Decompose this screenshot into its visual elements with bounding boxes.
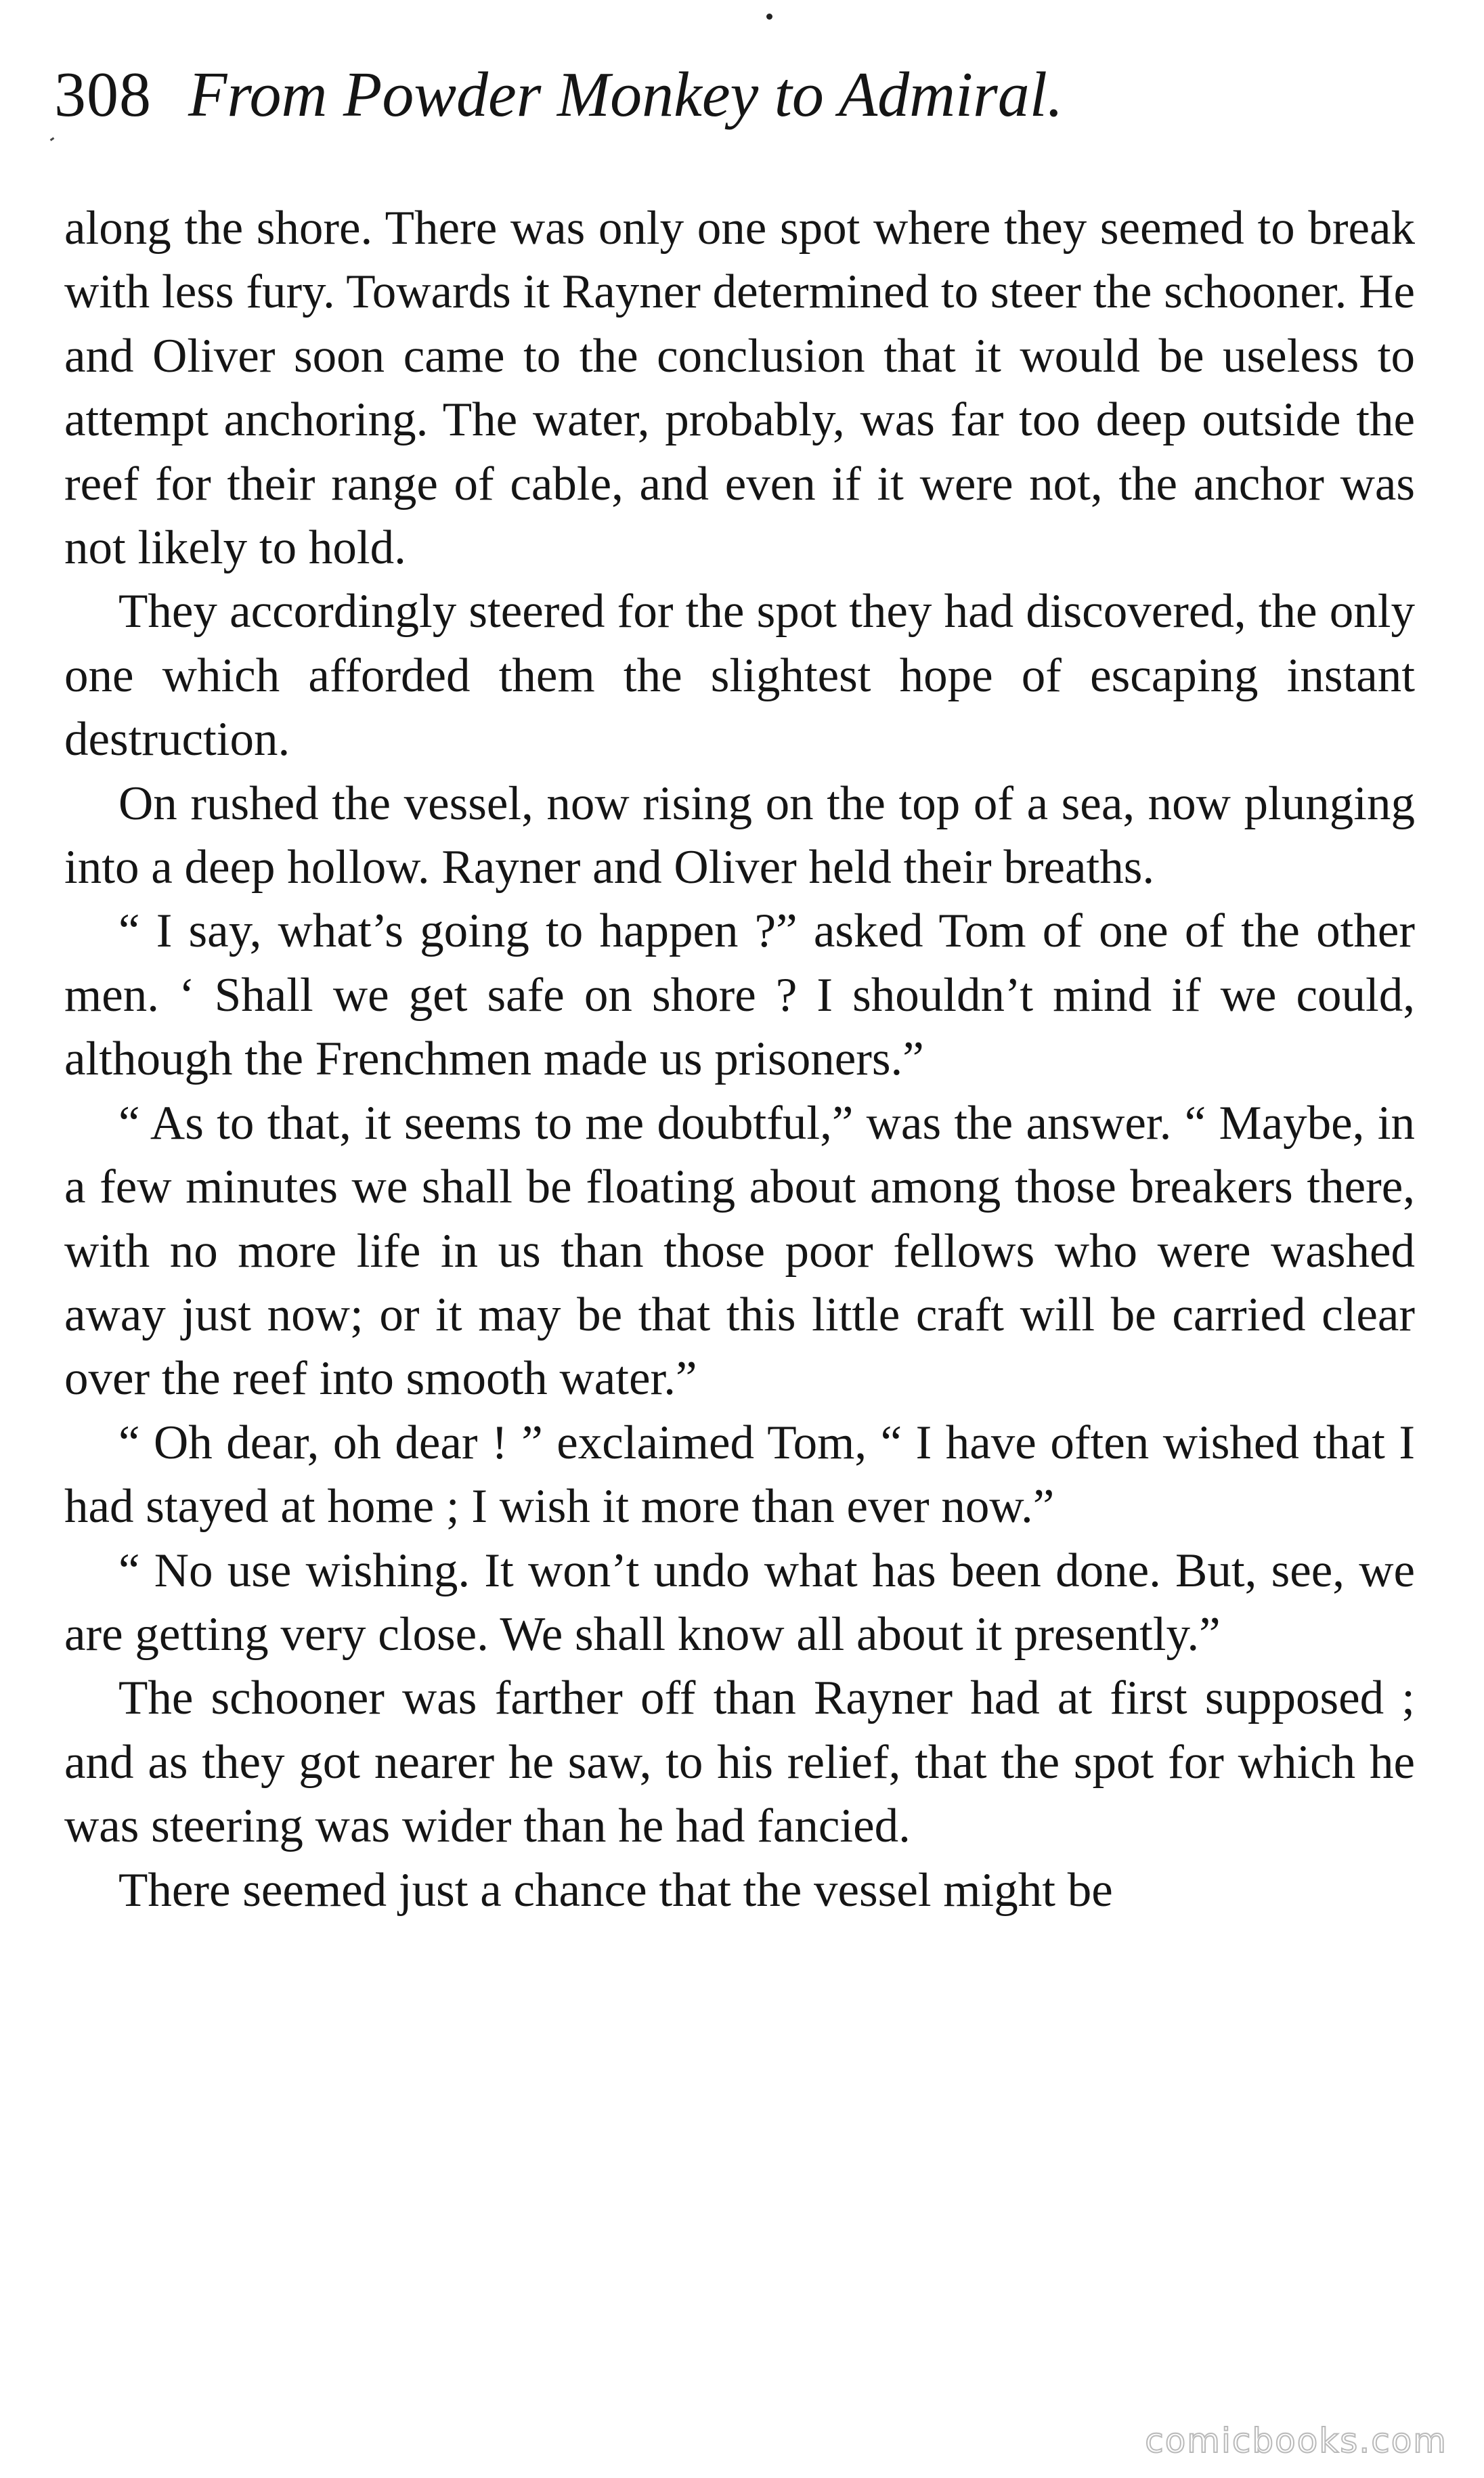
watermark-logo: comicbooks.com [1145,2421,1447,2460]
paragraph: There seemed just a chance that the vessel might be [118,1863,1113,1917]
paragraph: “ I say, what’s going to happen ?” asked Tom of one of the other men. ‘ Shall we get safe on shore ? I shouldn’t mind if we could, although the Frenchmen made us prisoners.” [64,905,1415,1086]
page-number: 308 [54,60,152,130]
paragraph: “ Oh dear, oh dear ! ” exclaimed Tom, “ I have often wished that I had stayed at home ; I wish it more than ever now.” [64,1416,1415,1534]
running-title: From Powder Monkey to Admiral. [188,60,1064,130]
body-text [64,196,1415,1922]
paragraph: They accordingly steered for the spot they had discovered, the only one which afforded them the slightest hope of escaping instant destruction. [64,585,1415,766]
paragraph: along the shore. There was only one spot where they seemed to break with less fury. Towards it Rayner determined to steer the schooner. He and Oliver soon came to the conclusion that it would be useless to attempt anchoring. The water, probably, was far too deep outside the reef for their range of cable, and even if it were not, the anchor was not likely to hold. [64,202,1415,575]
paragraph: “ No use wishing. It won’t undo what has been done. But, see, we are getting very close. We shall know all about it presently.” [64,1544,1415,1661]
paragraph: On rushed the vessel, now rising on the top of a sea, now plunging into a deep hollow. Rayner and Oliver held their breaths. [64,777,1415,894]
page-header [54,58,1422,153]
print-speck [766,14,772,20]
paragraph: “ As to that, it seems to me doubtful,” was the answer. “ Maybe, in a few minutes we shall be floating about among those breakers there, with no more life in us than those poor fellows who were washed away just now; or it may be that this little craft will be carried clear over the reef into smooth water.” [64,1096,1415,1406]
paragraph: The schooner was farther off than Rayner had at first supposed ; and as they got nearer he saw, to his relief, that the spot for which he was steering was wider than he had fancied. [64,1672,1415,1853]
